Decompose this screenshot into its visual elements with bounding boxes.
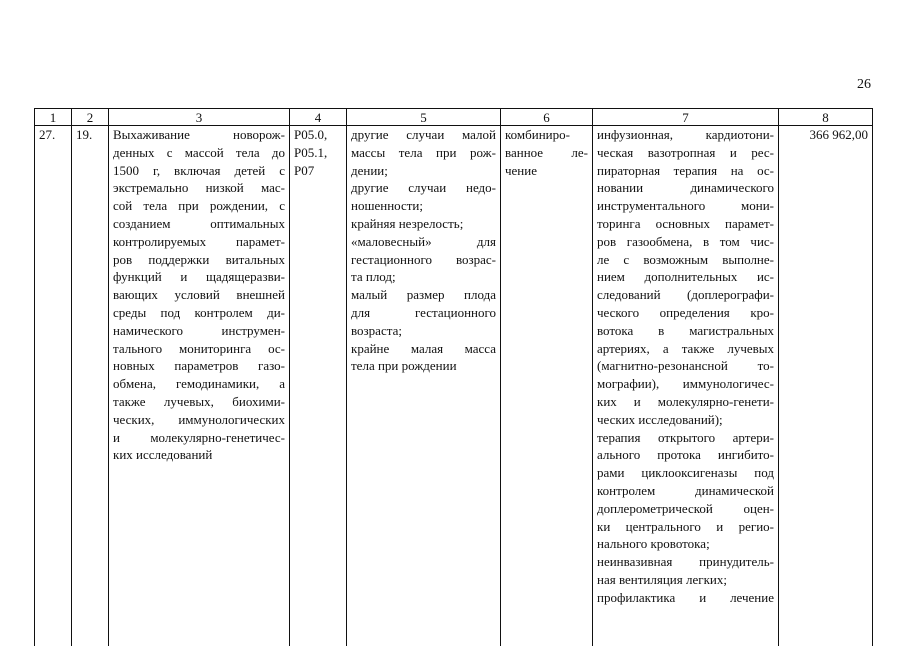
text-line: комбиниро- xyxy=(505,126,588,144)
text-line: P05.1, xyxy=(294,144,342,162)
text-line: ров газообмена, в том чис- xyxy=(597,233,774,251)
text-line: нием дополнительных ис- xyxy=(597,268,774,286)
text-line: сой тела при рождении, с xyxy=(113,197,285,215)
text-line: ких исследований xyxy=(113,446,285,464)
text-line: P05.0, xyxy=(294,126,342,144)
text-line: ношенности; xyxy=(351,197,496,215)
text-line: терапия открытого артери- xyxy=(597,429,774,447)
text-line: та плод; xyxy=(351,268,496,286)
text-line: ческих исследований); xyxy=(597,411,774,429)
header-col-6: 6 xyxy=(501,109,593,126)
text-line: профилактика и лечение xyxy=(597,589,774,607)
text-line: инфузионная, кардиотони- xyxy=(597,126,774,144)
text-line: ванное ле- xyxy=(505,144,588,162)
header-col-3: 3 xyxy=(109,109,290,126)
text-line: рами циклооксигеназы под xyxy=(597,464,774,482)
text-line: созданием оптимальных xyxy=(113,215,285,233)
text-line: намического инструмен- xyxy=(113,322,285,340)
header-col-7: 7 xyxy=(593,109,779,126)
text-line: новных параметров газо- xyxy=(113,357,285,375)
text-line: P07 xyxy=(294,162,342,180)
text-line: контролируемых парамет- xyxy=(113,233,285,251)
text-line: также лучевых, биохими- xyxy=(113,393,285,411)
text-line: ческая вазотропная и рес- xyxy=(597,144,774,162)
text-line: экстремально низкой мас- xyxy=(113,179,285,197)
header-col-8: 8 xyxy=(779,109,873,126)
header-col-2: 2 xyxy=(72,109,109,126)
text-line: Выхаживание новорож- xyxy=(113,126,285,144)
text-line: ров поддержки витальных xyxy=(113,251,285,269)
text-line: ального протока ингибито- xyxy=(597,446,774,464)
text-line: «маловесный» для xyxy=(351,233,496,251)
text-line: контролем динамической xyxy=(597,482,774,500)
text-line: для гестационного xyxy=(351,304,496,322)
header-col-1: 1 xyxy=(35,109,72,126)
text-line: дении; xyxy=(351,162,496,180)
text-line: доплерометрической оцен- xyxy=(597,500,774,518)
text-line: тального мониторинга ос- xyxy=(113,340,285,358)
header-col-5: 5 xyxy=(347,109,501,126)
text-line: следований (доплерографи- xyxy=(597,286,774,304)
page-number: 26 xyxy=(857,76,871,94)
text-line: ких и молекулярно-генети- xyxy=(597,393,774,411)
text-line: среды под контролем ди- xyxy=(113,304,285,322)
text-line: артериях, а также лучевых xyxy=(597,340,774,358)
group-number: 19. xyxy=(72,126,109,646)
text-line: мографии), иммунологичес- xyxy=(597,375,774,393)
text-line: крайняя незрелость; xyxy=(351,215,496,233)
text-line: (магнитно-резонансной то- xyxy=(597,357,774,375)
table-row xyxy=(35,126,873,646)
treatment-type xyxy=(501,126,593,646)
text-line: вающих условий внешней xyxy=(113,286,285,304)
icd-codes xyxy=(290,126,347,646)
text-line: ческих, иммунологических xyxy=(113,411,285,429)
standard-cost: 366 962,00 xyxy=(779,126,873,646)
text-line: 1500 г, включая детей с xyxy=(113,162,285,180)
text-line: обмена, гемодинамики, а xyxy=(113,375,285,393)
care-type-name xyxy=(109,126,290,646)
text-line: ческого определения кро- xyxy=(597,304,774,322)
text-line: денных с массой тела до xyxy=(113,144,285,162)
text-line: малый размер плода xyxy=(351,286,496,304)
services-table xyxy=(34,108,873,646)
text-line: тела при рождении xyxy=(351,357,496,375)
text-line: торинга основных парамет- xyxy=(597,215,774,233)
treatment-method xyxy=(593,126,779,646)
text-line: возраста; xyxy=(351,322,496,340)
text-line: инструментального мони- xyxy=(597,197,774,215)
text-line: другие случаи малой xyxy=(351,126,496,144)
text-line: неинвазивная принудитель- xyxy=(597,553,774,571)
text-line: ле с возможным выполне- xyxy=(597,251,774,269)
table-header-row xyxy=(35,109,873,126)
text-line: крайне малая масса xyxy=(351,340,496,358)
text-line: нального кровотока; xyxy=(597,535,774,553)
text-line: другие случаи недо- xyxy=(351,179,496,197)
text-line: ки центрального и регио- xyxy=(597,518,774,536)
text-line: чение xyxy=(505,162,588,180)
text-line: новании динамического xyxy=(597,179,774,197)
row-number: 27. xyxy=(35,126,72,646)
patient-model xyxy=(347,126,501,646)
text-line: пираторная терапия на ос- xyxy=(597,162,774,180)
text-line: ная вентиляция легких; xyxy=(597,571,774,589)
header-col-4: 4 xyxy=(290,109,347,126)
text-line: гестационного возрас- xyxy=(351,251,496,269)
text-line: массы тела при рож- xyxy=(351,144,496,162)
text-line: вотока в магистральных xyxy=(597,322,774,340)
text-line: функций и щадящеразви- xyxy=(113,268,285,286)
text-line: и молекулярно-генетичес- xyxy=(113,429,285,447)
